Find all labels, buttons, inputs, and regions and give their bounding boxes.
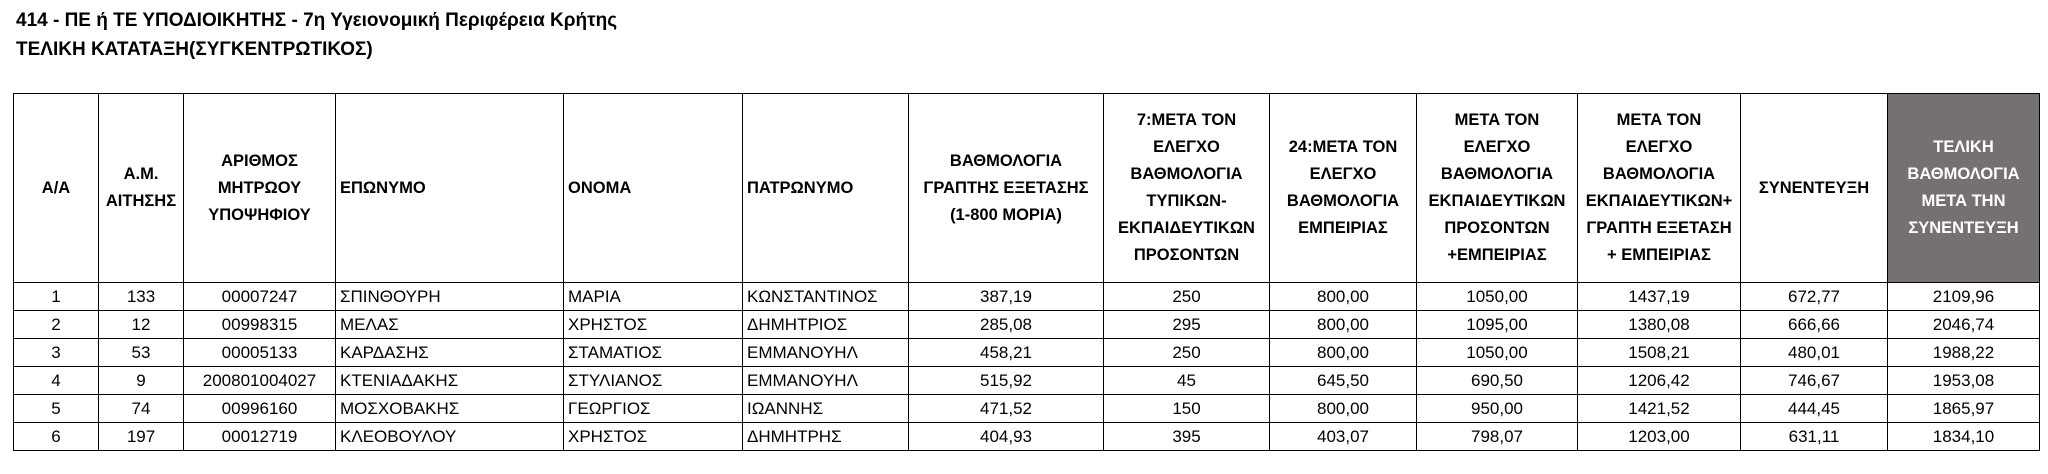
cell-application-no: 197 bbox=[99, 423, 184, 451]
cell-qualifications-exam-experience: 1421,52 bbox=[1578, 395, 1741, 423]
cell-first-name: ΜΑΡΙΑ bbox=[564, 283, 743, 311]
cell-aa: 2 bbox=[14, 311, 99, 339]
cell-application-no: 12 bbox=[99, 311, 184, 339]
cell-interview: 444,45 bbox=[1741, 395, 1888, 423]
cell-qualifications-exam-experience: 1437,19 bbox=[1578, 283, 1741, 311]
cell-interview: 480,01 bbox=[1741, 339, 1888, 367]
col-header-formal-qualifications-score: 7:ΜΕΤΑ ΤΟΝ ΕΛΕΓΧΟ ΒΑΘΜΟΛΟΓΙΑ ΤΥΠΙΚΩΝ- ΕΚΠΑΙΔΕΥΤΙΚΩΝ ΠΡΟΣΟΝΤΩΝ bbox=[1104, 94, 1270, 283]
cell-registry-no: 00996160 bbox=[184, 395, 336, 423]
cell-aa: 6 bbox=[14, 423, 99, 451]
table-row bbox=[14, 423, 2040, 451]
cell-final-score: 1988,22 bbox=[1888, 339, 2040, 367]
cell-formal-qualifications: 250 bbox=[1104, 339, 1270, 367]
col-header-first-name: ΟΝΟΜΑ bbox=[564, 94, 743, 283]
cell-qualifications-experience: 1095,00 bbox=[1417, 311, 1578, 339]
col-header-application-no: Α.Μ. ΑΙΤΗΣΗΣ bbox=[99, 94, 184, 283]
cell-surname: ΜΟΣΧΟΒΑΚΗΣ bbox=[336, 395, 564, 423]
cell-qualifications-exam-experience: 1206,42 bbox=[1578, 367, 1741, 395]
document-title: 414 - ΠΕ ή ΤΕ ΥΠΟΔΙΟΙΚΗΤΗΣ - 7η Υγειονομική Περιφέρεια Κρήτης bbox=[16, 10, 618, 31]
cell-qualifications-exam-experience: 1203,00 bbox=[1578, 423, 1741, 451]
cell-final-score: 1953,08 bbox=[1888, 367, 2040, 395]
col-header-surname: ΕΠΩΝΥΜΟ bbox=[336, 94, 564, 283]
col-header-final-score: ΤΕΛΙΚΗ ΒΑΘΜΟΛΟΓΙΑ ΜΕΤΑ ΤΗΝ ΣΥΝΕΝΤΕΥΞΗ bbox=[1888, 94, 2040, 283]
cell-qualifications-experience: 950,00 bbox=[1417, 395, 1578, 423]
cell-aa: 5 bbox=[14, 395, 99, 423]
cell-registry-no: 00007247 bbox=[184, 283, 336, 311]
cell-written-exam: 458,21 bbox=[909, 339, 1104, 367]
cell-formal-qualifications: 395 bbox=[1104, 423, 1270, 451]
table-row bbox=[14, 311, 2040, 339]
cell-registry-no: 00012719 bbox=[184, 423, 336, 451]
cell-experience: 800,00 bbox=[1270, 311, 1417, 339]
table-body bbox=[14, 283, 2040, 451]
cell-first-name: ΓΕΩΡΓΙΟΣ bbox=[564, 395, 743, 423]
cell-qualifications-experience: 798,07 bbox=[1417, 423, 1578, 451]
cell-written-exam: 515,92 bbox=[909, 367, 1104, 395]
cell-final-score: 1834,10 bbox=[1888, 423, 2040, 451]
cell-aa: 3 bbox=[14, 339, 99, 367]
cell-interview: 672,77 bbox=[1741, 283, 1888, 311]
cell-experience: 800,00 bbox=[1270, 395, 1417, 423]
col-header-experience-score: 24:ΜΕΤΑ ΤΟΝ ΕΛΕΓΧΟ ΒΑΘΜΟΛΟΓΙΑ ΕΜΠΕΙΡΙΑΣ bbox=[1270, 94, 1417, 283]
cell-written-exam: 404,93 bbox=[909, 423, 1104, 451]
cell-written-exam: 471,52 bbox=[909, 395, 1104, 423]
col-header-written-exam-score: ΒΑΘΜΟΛΟΓΙΑ ΓΡΑΠΤΗΣ ΕΞΕΤΑΣΗΣ (1-800 ΜΟΡΙΑ) bbox=[909, 94, 1104, 283]
cell-first-name: ΧΡΗΣΤΟΣ bbox=[564, 311, 743, 339]
col-header-candidate-registry-no: ΑΡΙΘΜΟΣ ΜΗΤΡΩΟΥ ΥΠΟΨΗΦΙΟΥ bbox=[184, 94, 336, 283]
document-subtitle: ΤΕΛΙΚΗ ΚΑΤΑΤΑΞΗ(ΣΥΓΚΕΝΤΡΩΤΙΚΟΣ) bbox=[16, 39, 373, 60]
cell-formal-qualifications: 250 bbox=[1104, 283, 1270, 311]
col-header-interview: ΣΥΝΕΝΤΕΥΞΗ bbox=[1741, 94, 1888, 283]
table-header-row bbox=[14, 94, 2040, 283]
cell-experience: 800,00 bbox=[1270, 283, 1417, 311]
cell-registry-no: 200801004027 bbox=[184, 367, 336, 395]
cell-final-score: 2109,96 bbox=[1888, 283, 2040, 311]
cell-written-exam: 285,08 bbox=[909, 311, 1104, 339]
cell-aa: 4 bbox=[14, 367, 99, 395]
cell-aa: 1 bbox=[14, 283, 99, 311]
cell-surname: ΚΤΕΝΙΑΔΑΚΗΣ bbox=[336, 367, 564, 395]
cell-interview: 631,11 bbox=[1741, 423, 1888, 451]
cell-fathers-name: ΚΩΝΣΤΑΝΤΙΝΟΣ bbox=[743, 283, 909, 311]
cell-fathers-name: ΕΜΜΑΝΟΥΗΛ bbox=[743, 367, 909, 395]
cell-qualifications-experience: 1050,00 bbox=[1417, 283, 1578, 311]
cell-first-name: ΧΡΗΣΤΟΣ bbox=[564, 423, 743, 451]
cell-registry-no: 00005133 bbox=[184, 339, 336, 367]
cell-first-name: ΣΤΥΛΙΑΝΟΣ bbox=[564, 367, 743, 395]
cell-formal-qualifications: 45 bbox=[1104, 367, 1270, 395]
cell-surname: ΜΕΛΑΣ bbox=[336, 311, 564, 339]
cell-written-exam: 387,19 bbox=[909, 283, 1104, 311]
cell-fathers-name: ΔΗΜΗΤΡΗΣ bbox=[743, 423, 909, 451]
ranking-table bbox=[13, 93, 2040, 451]
cell-experience: 800,00 bbox=[1270, 339, 1417, 367]
cell-qualifications-exam-experience: 1380,08 bbox=[1578, 311, 1741, 339]
cell-experience: 645,50 bbox=[1270, 367, 1417, 395]
table-row bbox=[14, 339, 2040, 367]
table-row bbox=[14, 367, 2040, 395]
cell-registry-no: 00998315 bbox=[184, 311, 336, 339]
cell-surname: ΚΛΕΟΒΟΥΛΟΥ bbox=[336, 423, 564, 451]
cell-interview: 666,66 bbox=[1741, 311, 1888, 339]
cell-qualifications-experience: 1050,00 bbox=[1417, 339, 1578, 367]
cell-qualifications-experience: 690,50 bbox=[1417, 367, 1578, 395]
cell-fathers-name: ΙΩΑΝΝΗΣ bbox=[743, 395, 909, 423]
col-header-fathers-name: ΠΑΤΡΩΝΥΜΟ bbox=[743, 94, 909, 283]
cell-formal-qualifications: 150 bbox=[1104, 395, 1270, 423]
cell-application-no: 9 bbox=[99, 367, 184, 395]
cell-application-no: 74 bbox=[99, 395, 184, 423]
cell-formal-qualifications: 295 bbox=[1104, 311, 1270, 339]
table-row bbox=[14, 395, 2040, 423]
cell-first-name: ΣΤΑΜΑΤΙΟΣ bbox=[564, 339, 743, 367]
cell-fathers-name: ΕΜΜΑΝΟΥΗΛ bbox=[743, 339, 909, 367]
cell-qualifications-exam-experience: 1508,21 bbox=[1578, 339, 1741, 367]
cell-final-score: 1865,97 bbox=[1888, 395, 2040, 423]
cell-fathers-name: ΔΗΜΗΤΡΙΟΣ bbox=[743, 311, 909, 339]
cell-final-score: 2046,74 bbox=[1888, 311, 2040, 339]
col-header-qualifications-exam-experience: ΜΕΤΑ ΤΟΝ ΕΛΕΓΧΟ ΒΑΘΜΟΛΟΓΙΑ ΕΚΠΑΙΔΕΥΤΙΚΩΝ+ ΓΡΑΠΤΗ ΕΞΕΤΑΣΗ + ΕΜΠΕΙΡΙΑΣ bbox=[1578, 94, 1741, 283]
cell-surname: ΚΑΡΔΑΣΗΣ bbox=[336, 339, 564, 367]
table-row bbox=[14, 283, 2040, 311]
cell-experience: 403,07 bbox=[1270, 423, 1417, 451]
col-header-aa: Α/Α bbox=[14, 94, 99, 283]
col-header-qualifications-plus-experience: ΜΕΤΑ ΤΟΝ ΕΛΕΓΧΟ ΒΑΘΜΟΛΟΓΙΑ ΕΚΠΑΙΔΕΥΤΙΚΩΝ ΠΡΟΣΟΝΤΩΝ +ΕΜΠΕΙΡΙΑΣ bbox=[1417, 94, 1578, 283]
cell-application-no: 53 bbox=[99, 339, 184, 367]
cell-application-no: 133 bbox=[99, 283, 184, 311]
cell-surname: ΣΠΙΝΘΟΥΡΗ bbox=[336, 283, 564, 311]
cell-interview: 746,67 bbox=[1741, 367, 1888, 395]
